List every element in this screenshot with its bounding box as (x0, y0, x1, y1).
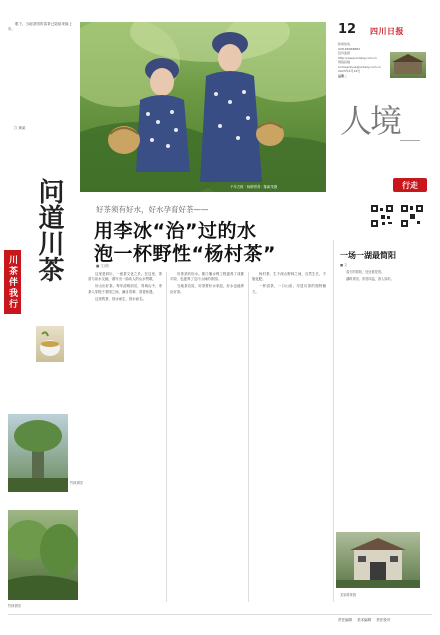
bottom-right-photo (336, 532, 420, 588)
qr-code-2[interactable] (400, 204, 424, 228)
article-column-1: 这里是四川，一座茶文化之乡。在这里，茶香与泉水交融，谱写出一曲动人的山水赞歌。 好山出好茶。每年清明前后，青城山中，采茶人穿梭于茶园之间，满目青翠，茶香弥漫。 这里的茶，因水而生，因水而名。 (88, 272, 162, 301)
article-headline-1: 用李冰“治”过的水 (94, 220, 257, 242)
column-badge-label: 行走 (402, 179, 418, 190)
footer-editor: 责任编辑 (338, 618, 354, 622)
masthead-thumbnail-svg (390, 52, 426, 78)
right-section-divider (333, 240, 334, 602)
calligraphy-decoration (400, 140, 420, 146)
column-divider-2 (248, 272, 249, 602)
vertical-banner (4, 250, 21, 314)
main-photo (80, 22, 326, 192)
tea-photo-svg (36, 326, 64, 362)
right-article-author: ■ 文 (340, 263, 348, 267)
left-intro-text: 眼下，当地茶园的春茶已陆续采摘上市。 (8, 22, 72, 32)
footer-rule (8, 614, 432, 615)
vertical-calligraphy-text: 问道川茶 (34, 178, 64, 282)
main-photo-svg (80, 22, 326, 192)
article-author: ■ 文/图 (96, 264, 109, 268)
bottom-right-caption: 龙泉驿茶园 (340, 593, 356, 597)
footer-proofreader: 责任校对 (376, 618, 391, 622)
qr-code-1-svg (370, 204, 394, 228)
left-intro-author: □ 黄某 (14, 126, 26, 130)
vertical-banner-text: 川茶伴我行 (7, 254, 17, 310)
small-photo-svg (8, 414, 68, 492)
masthead-info: 新闻热线 028-86968882 投诉监督 http://www.scdaily.com.cn 网络投稿 scrbwenhua@scdaily.com.cn 2023年4月18日 星期二 (338, 42, 382, 78)
section-calligraphy-title: 人境 (340, 102, 401, 140)
small-photo-caption: 竹林茶园 (70, 481, 83, 485)
paper-name: 四川日报 (370, 26, 404, 36)
column-divider-1 (166, 272, 167, 602)
small-photo (8, 414, 68, 492)
bottom-left-caption: 竹林茶园 (8, 604, 21, 608)
page-number: 12 (338, 22, 357, 37)
footer-credits (338, 618, 390, 623)
qr-code-2-svg (400, 204, 424, 228)
article-column-2: 好茶须有好水。都江堰水利工程滋养了成都平原，也滋养了这片山间的茶园。 当地茶农说，好茶要好水来泡，好水也能养出好茶。 (170, 272, 244, 294)
qr-code-1[interactable] (370, 204, 394, 228)
bottom-right-photo-svg (336, 532, 420, 588)
main-photo-caption: 千年古树 · 杨柳青青 · 陈新茂摄 (230, 185, 278, 189)
footer-art-editor: 美术编辑 (357, 618, 373, 622)
right-article-heading: 一场一湖最简阳 (340, 251, 396, 260)
tea-photo (36, 326, 64, 362)
bottom-left-photo (8, 510, 78, 600)
column-badge (393, 178, 427, 192)
article-column-3: 杨村茶，生于深山野林之间，自然生长，不施化肥。 一杯清茶，一口山泉，尽显川茶的独特魅力。 (252, 272, 326, 294)
article-headline-2: 泡一杯野性“杨村茶” (94, 243, 276, 265)
article-kicker: 好茶须有好水，好水孕育好茶—— (96, 205, 209, 214)
right-article-body: 春天的简阳，处处都是景。 湖畔茶园，茶香四溢，游人如织。 (346, 270, 394, 281)
vertical-calligraphy-title (22, 178, 62, 282)
masthead-thumbnail (390, 52, 426, 78)
bottom-left-photo-svg (8, 510, 78, 600)
